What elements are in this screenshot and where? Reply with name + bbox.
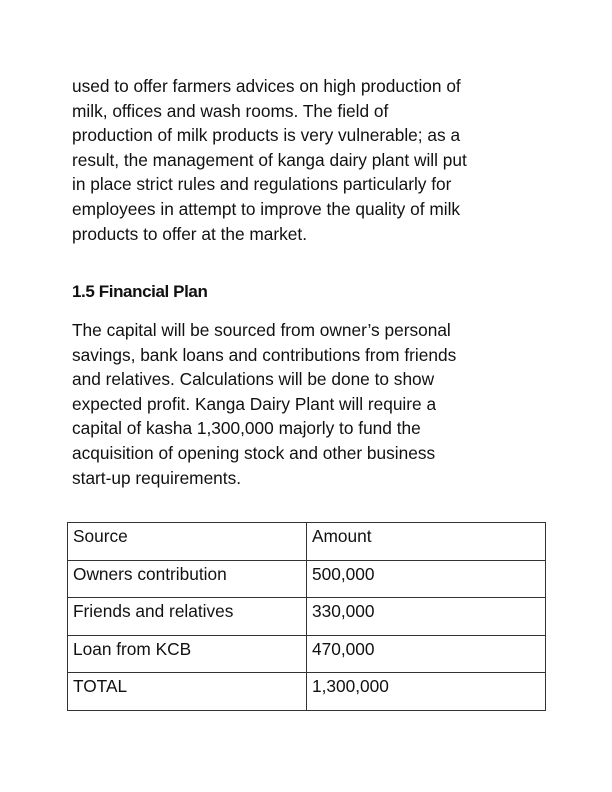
text-line: expected profit. Kanga Dairy Plant will require a: [72, 393, 437, 414]
text-line: milk, offices and wash rooms. The field of: [72, 100, 389, 121]
amount-cell: 470,000: [307, 635, 546, 673]
table-header-row: [68, 523, 546, 561]
text-line: and relatives. Calculations will be done to show: [72, 369, 435, 390]
text-line: capital of kasha 1,300,000 majorly to fund the: [72, 418, 421, 439]
amount-cell: 500,000: [307, 560, 546, 598]
text-line: used to offer farmers advices on high production of: [72, 76, 461, 96]
source-cell: Owners contribution: [68, 560, 307, 598]
text-line: products to offer at the market.: [72, 223, 308, 244]
text-line: production of milk products is very vulnerable; as a: [72, 125, 461, 146]
capital-sources-table: [67, 522, 546, 711]
amount-cell: 1,300,000: [307, 673, 546, 711]
paragraph-facilities: [72, 74, 467, 246]
section-heading: 1.5 Financial Plan: [72, 282, 208, 301]
text-line: savings, bank loans and contributions from friends: [72, 344, 457, 365]
text-line: start-up requirements.: [72, 467, 242, 488]
text-line: acquisition of opening stock and other business: [72, 442, 436, 463]
text-line: The capital will be sourced from owner’s personal: [72, 320, 451, 340]
source-cell: TOTAL: [68, 673, 307, 711]
table-row: [68, 598, 546, 636]
table-row: [68, 635, 546, 673]
table-row: [68, 560, 546, 598]
amount-cell: 330,000: [307, 598, 546, 636]
text-line: employees in attempt to improve the quality of milk: [72, 198, 461, 219]
paragraph-financial-plan: [72, 318, 456, 490]
source-cell: Loan from KCB: [68, 635, 307, 673]
text-line: result, the management of kanga dairy plant will put: [72, 149, 467, 170]
source-cell: Friends and relatives: [68, 598, 307, 636]
text-line: in place strict rules and regulations particularly for: [72, 174, 452, 195]
table-total-row: [68, 673, 546, 711]
header-cell: Source: [68, 523, 307, 561]
header-cell: Amount: [307, 523, 546, 561]
